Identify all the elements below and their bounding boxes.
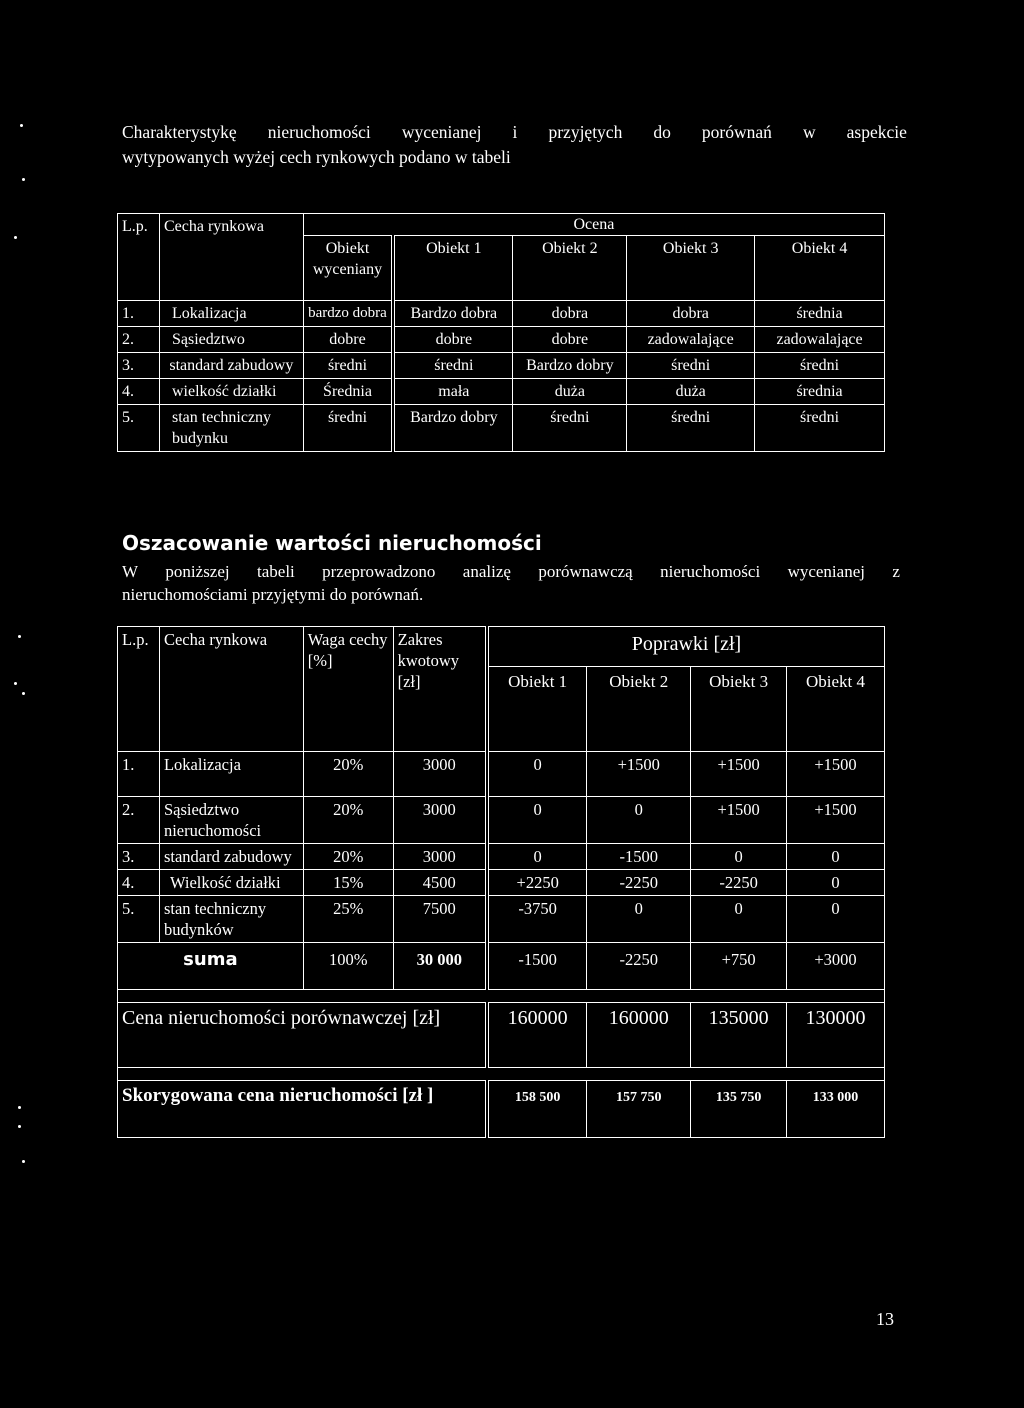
scan-speck xyxy=(18,1106,21,1109)
adjusted-price-value: 157 750 xyxy=(587,1081,691,1138)
cell-lp: 5. xyxy=(118,896,160,943)
cell-value: mała xyxy=(393,379,513,405)
cell-value: średni xyxy=(303,353,393,379)
cell-cecha: Lokalizacja xyxy=(159,752,303,797)
cell-waga: 20% xyxy=(303,752,393,797)
adjusted-price-row xyxy=(118,1081,885,1138)
intro-word: wycenianej xyxy=(401,122,482,142)
section-heading: Oszacowanie wartości nieruchomości xyxy=(122,531,542,555)
cell-zakres: 3000 xyxy=(393,797,487,844)
cell-cecha: wielkość działki xyxy=(159,379,303,405)
header-object: Obiekt 3 xyxy=(627,236,755,301)
header-poprawki: Poprawki [zł] xyxy=(487,627,885,667)
cell-lp: 1. xyxy=(118,752,160,797)
cell-value: średnia xyxy=(755,301,885,327)
sum-zakres: 30 000 xyxy=(393,943,487,990)
cell-value: +1500 xyxy=(787,797,885,844)
cell-waga: 25% xyxy=(303,896,393,943)
header-object: Obiekt wyceniany xyxy=(303,236,393,301)
spacer-cell xyxy=(118,1068,885,1081)
para-line-2: nieruchomościami przyjętymi do porównań. xyxy=(122,585,424,604)
cell-zakres: 7500 xyxy=(393,896,487,943)
para-word: tabeli xyxy=(257,562,295,581)
header-object: Obiekt 1 xyxy=(393,236,513,301)
header-object: Obiekt 2 xyxy=(587,667,691,752)
table-row xyxy=(118,405,885,452)
cell-waga: 20% xyxy=(303,797,393,844)
price-value: 160000 xyxy=(487,1003,587,1068)
scan-speck xyxy=(18,635,21,638)
para-word: z xyxy=(892,562,900,581)
header-waga: Waga cechy [%] xyxy=(303,627,393,752)
header-object: Obiekt 4 xyxy=(787,667,885,752)
cell-value: Bardzo dobra xyxy=(393,301,513,327)
table-row xyxy=(118,379,885,405)
header-zakres: Zakres kwotowy [zł] xyxy=(393,627,487,752)
header-cecha: Cecha rynkowa xyxy=(159,627,303,752)
header-lp: L.p. xyxy=(118,214,160,301)
cell-value: dobra xyxy=(627,301,755,327)
table-row xyxy=(118,301,885,327)
cell-value: średni xyxy=(755,353,885,379)
table-header-row xyxy=(118,627,885,667)
table-header-row xyxy=(118,214,885,236)
sum-value: +3000 xyxy=(787,943,885,990)
intro-word: porównań xyxy=(701,122,772,142)
para-word: porównawczą xyxy=(538,562,633,581)
cell-value: 0 xyxy=(587,896,691,943)
cell-lp: 4. xyxy=(118,870,160,896)
intro-line-1 xyxy=(122,120,907,145)
scan-speck xyxy=(22,1160,25,1163)
sum-label: suma xyxy=(118,943,304,990)
cell-value: zadowalające xyxy=(627,327,755,353)
intro-word: aspekcie xyxy=(846,122,907,142)
cell-lp: 4. xyxy=(118,379,160,405)
cell-value: -1500 xyxy=(587,844,691,870)
header-object: Obiekt 2 xyxy=(513,236,627,301)
adjusted-price-value: 133 000 xyxy=(787,1081,885,1138)
cell-value: średni xyxy=(627,353,755,379)
cell-lp: 2. xyxy=(118,327,160,353)
cell-lp: 1. xyxy=(118,301,160,327)
price-value: 135000 xyxy=(691,1003,787,1068)
cell-value: 0 xyxy=(487,797,587,844)
cell-cecha: standard zabudowy xyxy=(159,353,303,379)
cell-cecha: Lokalizacja xyxy=(159,301,303,327)
table-row xyxy=(118,353,885,379)
header-object: Obiekt 3 xyxy=(691,667,787,752)
cell-value: duża xyxy=(513,379,627,405)
cell-value: średni xyxy=(755,405,885,452)
cell-lp: 3. xyxy=(118,353,160,379)
cell-value: średni xyxy=(627,405,755,452)
cell-value: -3750 xyxy=(487,896,587,943)
table-row xyxy=(118,896,885,943)
cell-value: 0 xyxy=(691,896,787,943)
cell-value: -2250 xyxy=(691,870,787,896)
comparative-analysis-table xyxy=(117,626,885,1138)
cell-value: dobre xyxy=(393,327,513,353)
para-word: nieruchomości xyxy=(660,562,761,581)
cell-value: Bardzo dobry xyxy=(513,353,627,379)
intro-word: do xyxy=(653,122,671,142)
cell-value: średni xyxy=(393,353,513,379)
cell-value: 0 xyxy=(787,844,885,870)
cell-value: 0 xyxy=(691,844,787,870)
cell-value: +1500 xyxy=(691,752,787,797)
cell-value: zadowalające xyxy=(755,327,885,353)
cell-value: +1500 xyxy=(691,797,787,844)
analysis-paragraph xyxy=(122,560,900,606)
cell-value: +1500 xyxy=(587,752,691,797)
intro-word: nieruchomości xyxy=(267,122,371,142)
cell-zakres: 3000 xyxy=(393,844,487,870)
intro-word: przyjętych xyxy=(548,122,623,142)
cell-cecha: standard zabudowy xyxy=(159,844,303,870)
table-row xyxy=(118,870,885,896)
cell-lp: 3. xyxy=(118,844,160,870)
table-row xyxy=(118,327,885,353)
intro-word: Charakterystykę xyxy=(122,122,237,142)
cell-cecha: Wielkość działki xyxy=(159,870,303,896)
cell-value: dobra xyxy=(513,301,627,327)
price-value: 130000 xyxy=(787,1003,885,1068)
cell-value: 0 xyxy=(487,752,587,797)
sum-row xyxy=(118,943,885,990)
cell-value: 0 xyxy=(787,870,885,896)
price-row xyxy=(118,1003,885,1068)
cell-value: 0 xyxy=(487,844,587,870)
spacer-row xyxy=(118,990,885,1003)
cell-cecha: stan techniczny budynków xyxy=(159,896,303,943)
cell-value: +1500 xyxy=(787,752,885,797)
cell-value: 0 xyxy=(587,797,691,844)
adjusted-price-value: 158 500 xyxy=(487,1081,587,1138)
cell-value: średni xyxy=(513,405,627,452)
para-line-1 xyxy=(122,560,900,583)
cell-value: średni xyxy=(303,405,393,452)
sum-value: -1500 xyxy=(487,943,587,990)
table-row xyxy=(118,797,885,844)
page-number: 13 xyxy=(876,1309,894,1329)
adjusted-price-label: Skorygowana cena nieruchomości [zł ] xyxy=(118,1081,488,1138)
spacer-row xyxy=(118,1068,885,1081)
intro-word: w xyxy=(802,122,816,142)
cell-waga: 15% xyxy=(303,870,393,896)
market-features-table xyxy=(117,213,885,452)
para-word: wycenianej xyxy=(787,562,865,581)
para-word: poniższej xyxy=(165,562,230,581)
cell-waga: 20% xyxy=(303,844,393,870)
intro-paragraph xyxy=(122,120,907,170)
cell-value: bardzo dobra xyxy=(303,301,393,327)
cell-cecha: stan techniczny budynku xyxy=(159,405,303,452)
sum-waga: 100% xyxy=(303,943,393,990)
price-value: 160000 xyxy=(587,1003,691,1068)
cell-value: duża xyxy=(627,379,755,405)
adjusted-price-value: 135 750 xyxy=(691,1081,787,1138)
cell-value: 0 xyxy=(787,896,885,943)
sum-value: +750 xyxy=(691,943,787,990)
cell-zakres: 3000 xyxy=(393,752,487,797)
scan-speck xyxy=(14,682,17,685)
header-object: Obiekt 4 xyxy=(755,236,885,301)
cell-value: dobre xyxy=(303,327,393,353)
cell-value: Bardzo dobry xyxy=(393,405,513,452)
header-object: Obiekt 1 xyxy=(487,667,587,752)
intro-line-2: wytypowanych wyżej cech rynkowych podano w tabeli xyxy=(122,147,511,167)
price-label: Cena nieruchomości porównawczej [zł] xyxy=(118,1003,488,1068)
para-word: przeprowadzono xyxy=(322,562,436,581)
cell-value: średnia xyxy=(755,379,885,405)
sum-value: -2250 xyxy=(587,943,691,990)
header-lp: L.p. xyxy=(118,627,160,752)
scan-speck xyxy=(22,178,25,181)
cell-lp: 2. xyxy=(118,797,160,844)
scan-speck xyxy=(18,1125,21,1128)
cell-lp: 5. xyxy=(118,405,160,452)
cell-value: +2250 xyxy=(487,870,587,896)
scan-speck xyxy=(20,124,23,127)
table-row xyxy=(118,752,885,797)
intro-word: i xyxy=(512,122,518,142)
cell-value: dobre xyxy=(513,327,627,353)
table-row xyxy=(118,844,885,870)
scan-speck xyxy=(14,236,17,239)
cell-cecha: Sąsiedztwo nieruchomości xyxy=(159,797,303,844)
scan-speck xyxy=(22,692,25,695)
cell-value: Średnia xyxy=(303,379,393,405)
para-word: W xyxy=(122,562,139,581)
cell-zakres: 4500 xyxy=(393,870,487,896)
header-cecha: Cecha rynkowa xyxy=(159,214,303,301)
cell-value: -2250 xyxy=(587,870,691,896)
spacer-cell xyxy=(118,990,885,1003)
cell-cecha: Sąsiedztwo xyxy=(159,327,303,353)
para-word: analizę xyxy=(462,562,511,581)
header-ocena: Ocena xyxy=(303,214,884,236)
